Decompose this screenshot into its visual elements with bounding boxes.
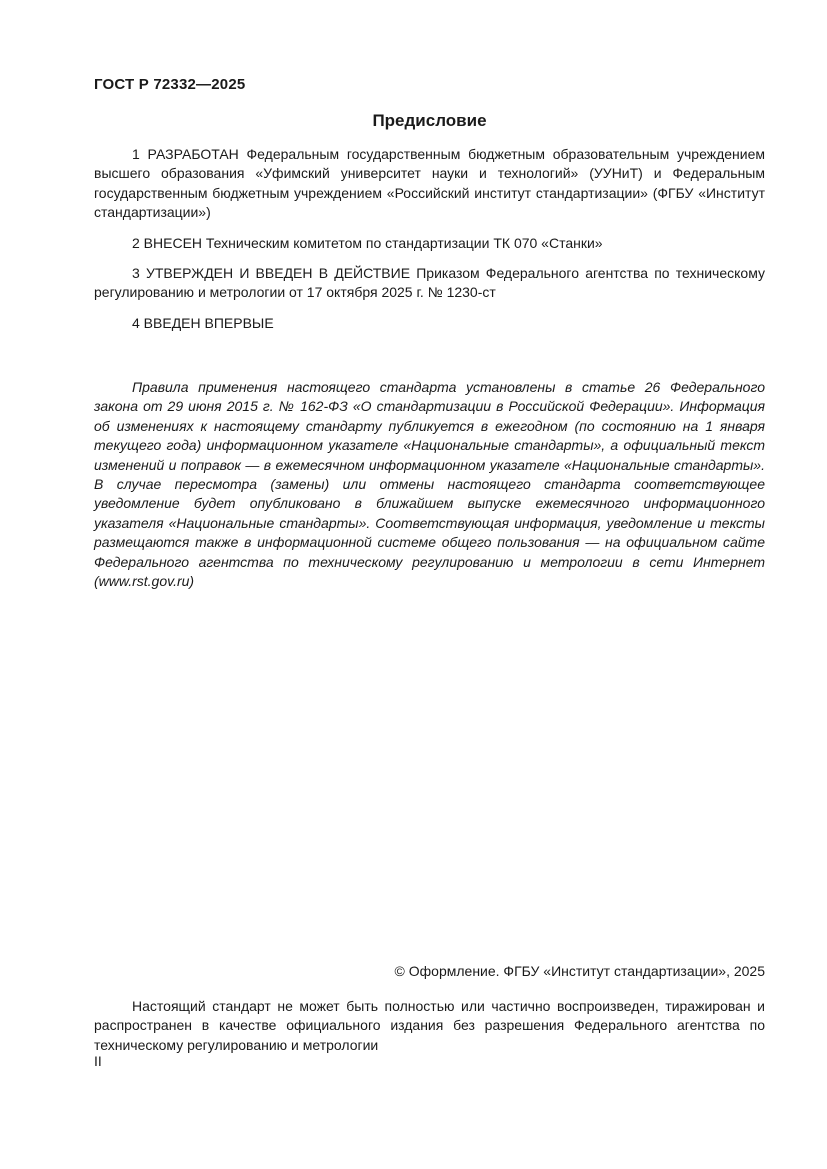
copyright-line: © Оформление. ФГБУ «Институт стандартизации», 2025 <box>394 963 765 979</box>
application-rules-note: Правила применения настоящего стандарта установлены в статье 26 Федерального закона от 29 июня 2015 г. № 162-ФЗ «О стандартизации в Российской Федерации». Информация об изменениях к настоящему стандарту публикуется в ежегодном (по состоянию на 1 января текущего года) информационном указателе «Национальные стандарты», а официальный текст изменений и поправок — в ежемесячном информационном указателе «Национальные стандарты». В случае пересмотра (замены) или отмены настоящего стандарта соответствующее уведомление будет опубликовано в ближайшем выпуске ежемесячного информационного указателя «Национальные стандарты». Соответствующая информация, уведомление и тексты размещаются также в информационной системе общего пользования — на официальном сайте Федерального агентства по техническому регулированию и метрологии в сети Интернет (www.rst.gov.ru) <box>94 379 765 590</box>
standard-designation: ГОСТ Р 72332—2025 <box>94 76 246 93</box>
foreword-item-submitted: 2 ВНЕСЕН Техническим комитетом по стандартизации ТК 070 «Станки» <box>132 234 603 251</box>
foreword-section <box>94 145 765 344</box>
page-title: Предисловие <box>372 111 487 130</box>
page-number: II <box>94 1053 102 1069</box>
reproduction-notice: Настоящий стандарт не может быть полностью или частично воспроизведен, тиражирован и распространен в качестве официального издания без разрешения Федерального агентства по техническому регулированию и метрологии <box>94 998 765 1053</box>
foreword-item-developed: 1 РАЗРАБОТАН Федеральным государственным бюджетным образовательным учреждением высшего образования «Уфимский университет науки и технологий» (УУНиТ) и Федеральным государственным бюджетным учреждением «Российский институт стандартизации» (ФГБУ «Институт стандартизации») <box>94 146 765 221</box>
foreword-item-introduced: 4 ВВЕДЕН ВПЕРВЫЕ <box>132 314 274 331</box>
foreword-item-approved: 3 УТВЕРЖДЕН И ВВЕДЕН В ДЕЙСТВИЕ Приказом Федерального агентства по техническому регулированию и метрологии от 17 октября 2025 г. № 1230-ст <box>94 265 765 301</box>
